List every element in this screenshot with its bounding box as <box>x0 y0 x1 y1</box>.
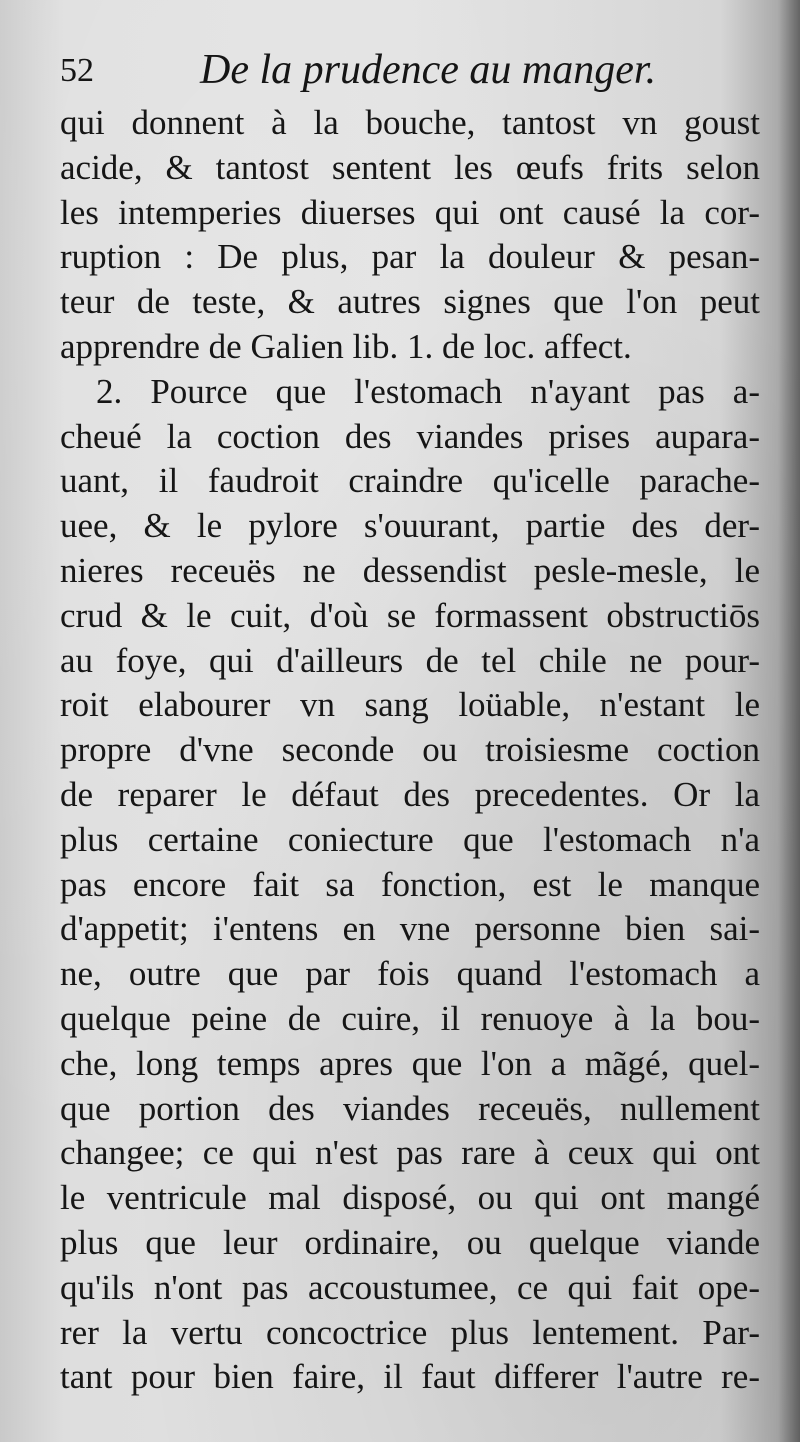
text-line: au foye, qui d'ailleurs de tel chile ne pour- <box>60 640 760 680</box>
page-number: 52 <box>60 52 94 89</box>
text-line: rer la vertu concoctrice plus lentement. Par- <box>60 1312 760 1352</box>
text-line: nieres receuës ne dessendist pesle-mesle, le <box>60 550 760 590</box>
header-title: De la prudence au manger. <box>200 47 657 93</box>
running-head <box>60 46 760 102</box>
paragraph-start-line: 2. Pource que l'estomach n'ayant pas a- <box>96 371 760 411</box>
text-line: les intemperies diuerses qui ont causé la cor- <box>60 192 760 232</box>
text-line: qu'ils n'ont pas accoustumee, ce qui fait ope- <box>60 1267 760 1307</box>
text-line: changee; ce qui n'est pas rare à ceux qui ont <box>60 1133 760 1173</box>
body-text <box>60 101 760 1400</box>
text-line: ne, outre que par fois quand l'estomach a <box>60 954 760 994</box>
text-line: que portion des viandes receuës, nullement <box>60 1088 760 1128</box>
text-line: de reparer le défaut des precedentes. Or la <box>60 774 760 814</box>
text-line: uant, il faudroit craindre qu'icelle parache- <box>60 461 760 501</box>
text-line: che, long temps apres que l'on a mãgé, quel- <box>60 1043 760 1083</box>
text-line: roit elabourer vn sang loüable, n'estant le <box>60 685 760 725</box>
text-line: crud & le cuit, d'où se formassent obstructiōs <box>60 595 760 635</box>
text-line: apprendre de Galien lib. 1. de loc. affect. <box>60 326 632 366</box>
text-line: qui donnent à la bouche, tantost vn goust <box>60 103 760 142</box>
text-line: d'appetit; i'entens en vne personne bien sai- <box>60 909 760 949</box>
text-line: propre d'vne seconde ou troisiesme coction <box>60 730 760 770</box>
text-line: pas encore fait sa fonction, est le manque <box>60 864 760 904</box>
text-line: plus certaine coniecture que l'estomach n'a <box>60 819 760 859</box>
text-line: quelque peine de cuire, il renuoye à la bou- <box>60 998 760 1038</box>
text-line: uee, & le pylore s'ouurant, partie des der- <box>60 506 760 546</box>
text-line: tant pour bien faire, il faut differer l'autre re- <box>60 1357 760 1397</box>
text-line: acide, & tantost sentent les œufs frits selon <box>60 147 760 187</box>
text-line: plus que leur ordinaire, ou quelque viande <box>60 1222 760 1262</box>
text-line: teur de teste, & autres signes que l'on peut <box>60 282 760 322</box>
text-line: ruption : De plus, par la douleur & pesan- <box>60 237 760 277</box>
text-line: le ventricule mal disposé, ou qui ont mangé <box>60 1178 760 1218</box>
text-line: cheué la coction des viandes prises aupara- <box>60 416 760 456</box>
